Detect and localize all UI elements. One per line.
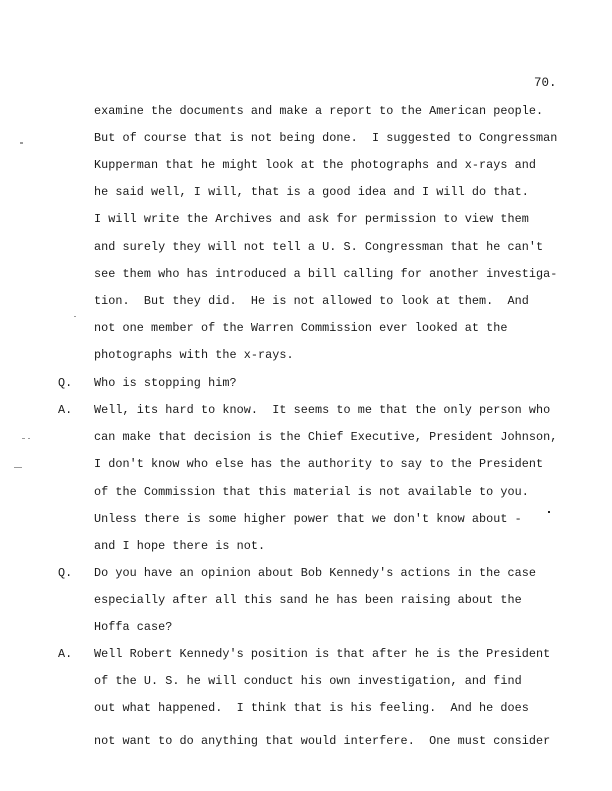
scan-speck xyxy=(14,467,22,468)
page-number: 70. xyxy=(534,76,557,90)
transcript-line: he said well, I will, that is a good idea and I will do that. xyxy=(94,185,529,199)
transcript-line: especially after all this sand he has been raising about the xyxy=(94,593,522,607)
speaker-label: A. xyxy=(58,647,73,661)
transcript-line: out what happened. I think that is his feeling. And he does xyxy=(94,701,529,715)
scan-speck xyxy=(28,438,30,439)
scan-speck xyxy=(74,316,76,317)
transcript-line: I will write the Archives and ask for permission to view them xyxy=(94,212,529,226)
transcript-line: Well Robert Kennedy's position is that after he is the President xyxy=(94,647,551,661)
scan-speck xyxy=(548,511,550,513)
transcript-line: see them who has introduced a bill calling for another investiga- xyxy=(94,267,558,281)
transcript-line: tion. But they did. He is not allowed to look at them. And xyxy=(94,294,529,308)
transcript-line: examine the documents and make a report to the American people. xyxy=(94,104,544,118)
transcript-line: can make that decision is the Chief Executive, President Johnson, xyxy=(94,430,558,444)
transcript-line: of the U. S. he will conduct his own investigation, and find xyxy=(94,674,522,688)
speaker-label: Q. xyxy=(58,376,73,390)
scan-speck xyxy=(20,142,23,144)
transcript-line: Well, its hard to know. It seems to me that the only person who xyxy=(94,403,551,417)
transcript-line: I don't know who else has the authority to say to the President xyxy=(94,457,544,471)
transcript-line: not want to do anything that would interfere. One must consider xyxy=(94,734,551,748)
transcript-line: photographs with the x-rays. xyxy=(94,348,294,362)
transcript-line: Hoffa case? xyxy=(94,620,173,634)
transcript-line: Unless there is some higher power that we don't know about - xyxy=(94,512,522,526)
transcript-line: Who is stopping him? xyxy=(94,376,237,390)
speaker-label: Q. xyxy=(58,566,73,580)
transcript-line: Do you have an opinion about Bob Kennedy's actions in the case xyxy=(94,566,537,580)
transcript-line: But of course that is not being done. I suggested to Congressman xyxy=(94,131,558,145)
transcript-line: of the Commission that this material is not available to you. xyxy=(94,485,529,499)
scan-speck xyxy=(22,438,25,439)
speaker-label: A. xyxy=(58,403,73,417)
transcript-line: not one member of the Warren Commission ever looked at the xyxy=(94,321,508,335)
transcript-line: Kupperman that he might look at the photographs and x-rays and xyxy=(94,158,537,172)
transcript-line: and I hope there is not. xyxy=(94,539,266,553)
transcript-line: and surely they will not tell a U. S. Congressman that he can't xyxy=(94,240,544,254)
